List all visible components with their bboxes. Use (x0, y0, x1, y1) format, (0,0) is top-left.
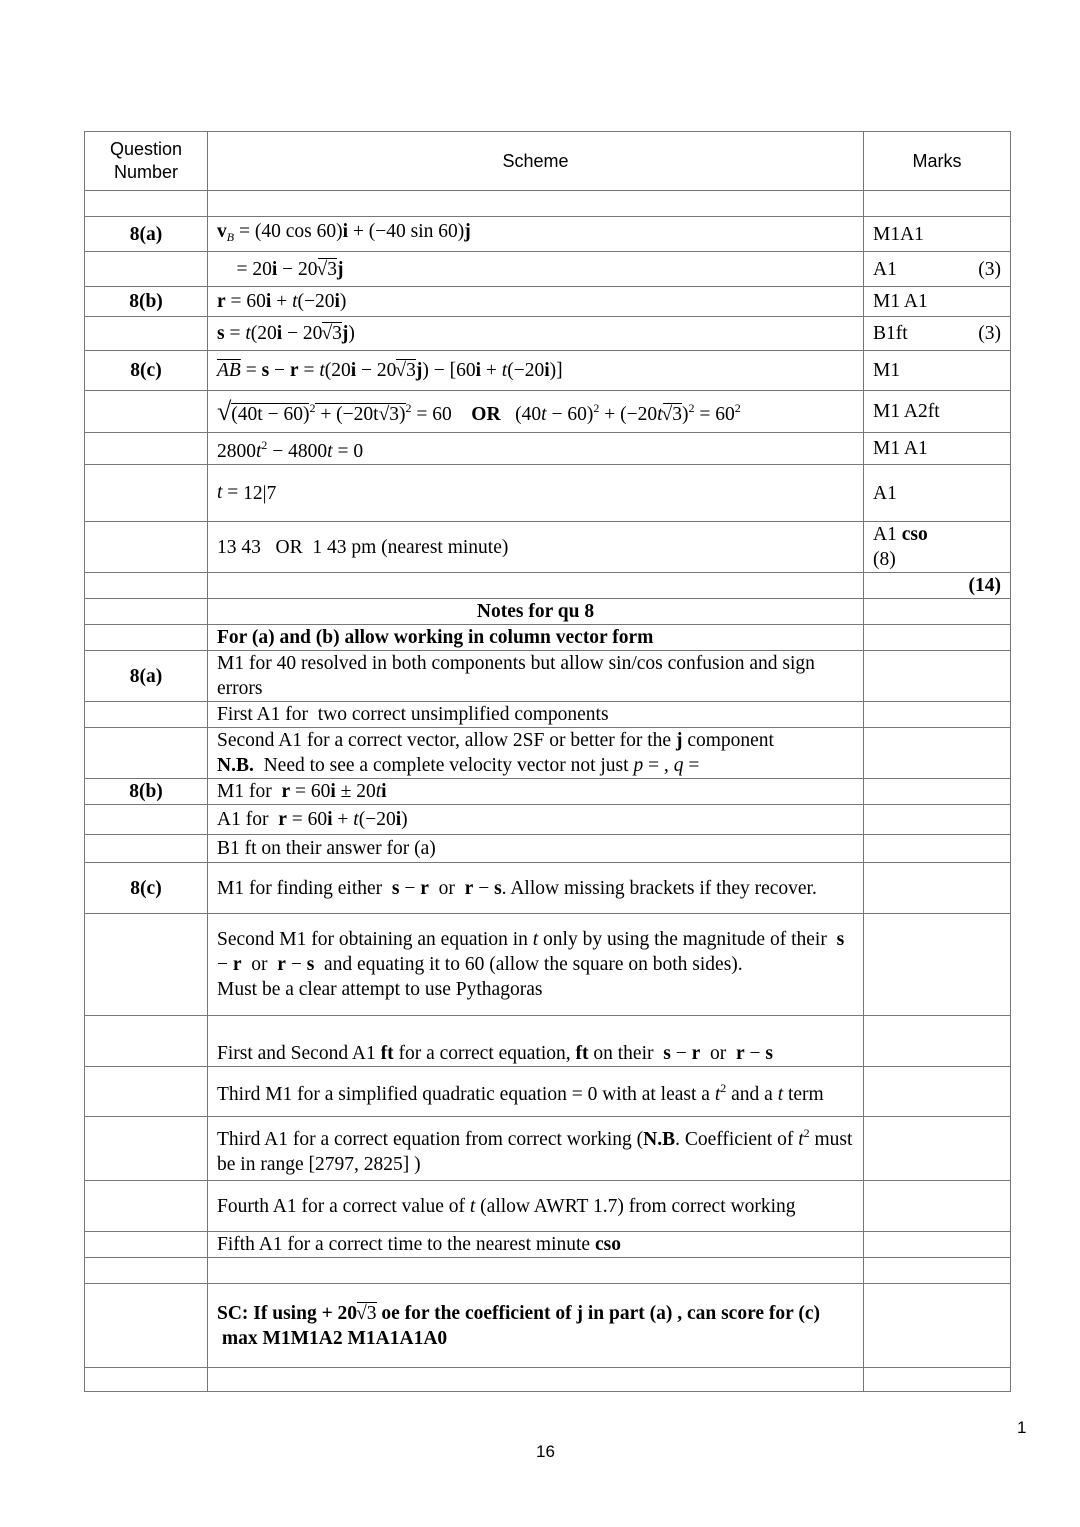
marks-cell (864, 863, 1011, 914)
scheme-text: = 60 (290, 781, 331, 802)
marks-cell (864, 835, 1011, 863)
scheme-text: i (342, 220, 348, 242)
marks-cell (864, 1181, 1011, 1232)
scheme-text: for a correct equation, (393, 1043, 576, 1064)
table-row (85, 1117, 1011, 1181)
marks-cell (864, 1232, 1011, 1258)
scheme-text: t (217, 481, 223, 503)
marks-text: M1 A1 (873, 291, 928, 312)
page-corner-number: 1 (1017, 1418, 1027, 1437)
scheme-text: 2 (720, 1081, 727, 1095)
marks-cell (864, 217, 1011, 252)
table-row (85, 252, 1011, 287)
scheme-text: + (271, 291, 293, 312)
scheme-text: = (683, 755, 700, 776)
scheme-text: (−20 (507, 360, 545, 381)
scheme-text: 2 (734, 401, 741, 415)
table-row (85, 317, 1011, 351)
scheme-cell (208, 728, 864, 779)
question-number (85, 1258, 208, 1284)
table-row (85, 1284, 1011, 1368)
scheme-text: 2 (803, 1125, 810, 1140)
scheme-text: v (217, 220, 227, 242)
question-number (85, 914, 208, 1016)
scheme-text: or (428, 877, 465, 899)
scheme-text: (20 (324, 360, 351, 381)
scheme-text: = 60 (286, 809, 328, 830)
scheme-text: component (682, 730, 774, 751)
scheme-text: (40 (500, 404, 542, 425)
marks-cell (864, 1117, 1011, 1181)
scheme-cell (208, 599, 864, 625)
header-question-number: Question Number (85, 132, 208, 191)
scheme-text: OR (471, 404, 501, 425)
question-number (85, 1284, 208, 1368)
table-row (85, 217, 1011, 252)
scheme-text: j (341, 323, 349, 344)
scheme-text: − 60) (546, 404, 594, 425)
scheme-cell (208, 625, 864, 651)
question-number (85, 1117, 208, 1181)
question-number (85, 599, 208, 625)
scheme-text: t (245, 323, 251, 344)
mark-scheme-table (84, 131, 1011, 1392)
header-marks: Marks (864, 132, 1011, 191)
scheme-cell (208, 651, 864, 702)
marks-cell (864, 287, 1011, 317)
question-number (85, 1067, 208, 1117)
scheme-text: j (337, 258, 344, 280)
scheme-text: or (241, 954, 278, 975)
scheme-text: √ 3 (322, 322, 341, 344)
scheme-text: M1 for finding either (217, 877, 392, 899)
scheme-text: √ 3 (357, 1302, 376, 1324)
scheme-text: s (836, 929, 845, 950)
scheme-text: M1 for 40 resolved in both components but allow sin/cos confusion and sign errors (217, 653, 820, 699)
question-number (85, 522, 208, 573)
question-number (85, 391, 208, 433)
scheme-text: r (736, 1043, 745, 1064)
scheme-text: i (381, 781, 387, 802)
scheme-text: Notes for qu 8 (476, 601, 595, 622)
marks-cell (864, 1258, 1011, 1284)
marks-cell (864, 191, 1011, 217)
scheme-text: j (464, 220, 471, 242)
question-number (85, 1232, 208, 1258)
marks-total: (14) (968, 575, 1001, 596)
scheme-cell (208, 1181, 864, 1232)
scheme-text: + (−40 sin 60) (348, 220, 465, 242)
scheme-text: Must be a clear attempt to use Pythagoras (217, 979, 543, 1000)
scheme-text: − 20 (356, 360, 397, 381)
marks-text: B1ft (873, 323, 908, 344)
question-number: 8(b) (85, 779, 208, 805)
scheme-text: t (327, 441, 333, 462)
scheme-text: = (222, 481, 244, 503)
marks-cell (864, 702, 1011, 728)
scheme-text: term (783, 1084, 824, 1105)
question-number: 8(a) (85, 217, 208, 252)
scheme-text: Second M1 for obtaining an equation in (217, 929, 533, 950)
scheme-text: (40t − 60) (231, 404, 310, 425)
scheme-text: − 20 (282, 323, 323, 344)
scheme-text: t (714, 1084, 721, 1105)
scheme-text: i (327, 809, 333, 830)
scheme-text: p (633, 755, 644, 776)
scheme-text: (20 (250, 323, 277, 344)
scheme-text: on their (588, 1043, 664, 1064)
scheme-text: + (−20 (599, 404, 658, 425)
question-number (85, 1368, 208, 1392)
scheme-text: − (399, 877, 421, 899)
scheme-text: s (306, 954, 315, 975)
scheme-text: r (217, 291, 226, 312)
scheme-text: = 60 (694, 404, 735, 425)
scheme-text: Third A1 for a correct equation from correct working ( (217, 1128, 644, 1150)
table-row (85, 651, 1011, 702)
scheme-text: only by using the magnitude of their (538, 929, 837, 950)
scheme-cell (208, 1016, 864, 1067)
scheme-text: t (777, 1084, 784, 1105)
scheme-text: r (277, 954, 286, 975)
question-number: 8(a) (85, 651, 208, 702)
scheme-text: − (670, 1043, 692, 1064)
question-number (85, 465, 208, 522)
question-number (85, 702, 208, 728)
header-row (85, 132, 1011, 191)
scheme-text: or (700, 1043, 736, 1064)
scheme-text: ± 20 (335, 781, 376, 802)
scheme-cell (208, 863, 864, 914)
scheme-text: ) − [60 (422, 360, 476, 381)
scheme-text: = , (643, 755, 674, 776)
scheme-text: B (226, 229, 235, 244)
question-number: 8(c) (85, 351, 208, 391)
scheme-text: A1 for (217, 809, 279, 830)
scheme-text: r (232, 954, 242, 975)
scheme-text: N.B (643, 1128, 676, 1150)
scheme-cell (208, 317, 864, 351)
scheme-text: $\overline{AB}$ (217, 360, 241, 381)
table-row (85, 625, 1011, 651)
scheme-text: = (224, 323, 246, 344)
scheme-text: j (675, 730, 683, 751)
scheme-text: = 60 (225, 291, 266, 312)
scheme-text: and a (726, 1084, 778, 1105)
scheme-text: s (765, 1043, 773, 1064)
scheme-text: (−20 (358, 809, 396, 830)
marks-cell (864, 1368, 1011, 1392)
marks-cell (864, 651, 1011, 702)
scheme-cell (208, 1368, 864, 1392)
scheme-text: j (415, 360, 423, 381)
scheme-text: 13 43 OR 1 43 pm (nearest minute) (217, 536, 509, 558)
question-number (85, 191, 208, 217)
scheme-text: r (420, 877, 429, 899)
scheme-text: 2 (405, 401, 412, 415)
table-row (85, 287, 1011, 317)
table-row (85, 1258, 1011, 1284)
scheme-text: − 4800 (267, 441, 328, 462)
question-number (85, 625, 208, 651)
scheme-text: i (350, 360, 357, 381)
marks-cell (864, 522, 1011, 573)
scheme-text: . Allow missing brackets if they recover. (501, 877, 817, 899)
scheme-text: t (375, 781, 382, 802)
scheme-text: and equating it to 60 (allow the square on both sides). (314, 954, 743, 975)
marks-cell (864, 1284, 1011, 1368)
scheme-text: s (663, 1043, 671, 1064)
scheme-text: 2 (309, 401, 316, 415)
question-number (85, 573, 208, 599)
table-row (85, 1016, 1011, 1067)
scheme-text: For (a) and (b) allow working in column vector form (217, 627, 654, 648)
scheme-text: First A1 for two correct unsimplified components (217, 704, 609, 725)
scheme-cell (208, 465, 864, 522)
scheme-text: = 20 (217, 258, 272, 280)
scheme-cell (208, 779, 864, 805)
scheme-text: t (256, 441, 262, 462)
marks-text: A1 cso (8) (873, 524, 928, 570)
scheme-text: ) (401, 809, 408, 830)
scheme-text: (−20 (297, 291, 335, 312)
question-number: 8(c) (85, 863, 208, 914)
scheme-text: i (330, 781, 336, 802)
marks-cell (864, 1016, 1011, 1067)
scheme-text: − (473, 877, 495, 899)
marks-text: M1A1 (873, 223, 924, 245)
scheme-text: i (475, 360, 482, 381)
scheme-text: √ 3 (396, 359, 415, 381)
scheme-text: s (217, 323, 225, 344)
marks-text: A1 (873, 258, 897, 280)
scheme-cell (208, 252, 864, 287)
scheme-text: (allow AWRT 1.7) from correct working (475, 1195, 796, 1217)
question-number (85, 835, 208, 863)
table-row (85, 779, 1011, 805)
scheme-cell (208, 351, 864, 391)
scheme-text: 2 (593, 401, 600, 415)
scheme-cell (208, 835, 864, 863)
scheme-text: First and Second A1 (217, 1043, 381, 1064)
marks-cell (864, 728, 1011, 779)
scheme-text: t (353, 809, 359, 830)
scheme-text: − (744, 1043, 766, 1064)
fraction: 12|7 (243, 483, 277, 505)
marks-cell (864, 1067, 1011, 1117)
scheme-text: Third M1 for a simplified quadratic equation = 0 with at least a (217, 1084, 715, 1105)
question-number (85, 1016, 208, 1067)
scheme-cell (208, 702, 864, 728)
scheme-cell (208, 1284, 864, 1368)
scheme-text: = (298, 360, 320, 381)
scheme-text: t (501, 360, 508, 381)
marks-cell (864, 465, 1011, 522)
scheme-text: Fifth A1 for a correct time to the nearest minute (217, 1234, 595, 1255)
scheme-text: − (285, 954, 307, 975)
scheme-text: t (798, 1128, 804, 1150)
header-scheme: Scheme (208, 132, 864, 191)
question-number (85, 728, 208, 779)
scheme-text: i (271, 258, 278, 280)
scheme-text: t (319, 360, 325, 381)
scheme-text: 2800 (217, 441, 256, 462)
scheme-text: + (−20t√3) (315, 404, 406, 425)
scheme-text: 2 (688, 401, 695, 415)
scheme-text: Second A1 for a correct vector, allow 2SF or better for the (217, 730, 676, 751)
scheme-text: ft (575, 1043, 589, 1064)
marks-cell (864, 252, 1011, 287)
scheme-text: r (691, 1043, 701, 1064)
scheme-cell (208, 1067, 864, 1117)
scheme-cell (208, 391, 864, 433)
scheme-text: r (289, 360, 299, 381)
scheme-text: cso (594, 1234, 621, 1255)
scheme-text: r (281, 781, 291, 802)
scheme-cell (208, 287, 864, 317)
scheme-cell (208, 433, 864, 465)
scheme-cell (208, 217, 864, 252)
scheme-text: . Coefficient of (675, 1128, 799, 1150)
table-row (85, 465, 1011, 522)
scheme-text: − (269, 360, 290, 381)
marks-cell (864, 805, 1011, 835)
scheme-text: )] (549, 360, 563, 381)
marks-cell (864, 625, 1011, 651)
scheme-text: √ (217, 397, 232, 426)
scheme-cell (208, 914, 864, 1016)
page-number: 16 (536, 1442, 555, 1461)
marks-cell (864, 573, 1011, 599)
scheme-text: must be in range [2797, 2825] ) (217, 1128, 858, 1175)
scheme-text: t (469, 1195, 476, 1217)
scheme-text: − 20 (277, 258, 318, 280)
marks-total: (3) (978, 258, 1001, 280)
scheme-text: r (278, 809, 287, 830)
marks-text: A1 (873, 482, 897, 504)
question-number (85, 1181, 208, 1232)
table-row (85, 702, 1011, 728)
scheme-text: SC: If using + 20 (217, 1302, 358, 1324)
scheme-text: s (391, 877, 400, 899)
scheme-text: = 60 (411, 404, 472, 425)
table-row (85, 728, 1011, 779)
table-row (85, 863, 1011, 914)
scheme-text: ) (339, 291, 347, 312)
table-row (85, 1368, 1011, 1392)
scheme-text: i (395, 809, 402, 830)
scheme-text: Fourth A1 for a correct value of (217, 1195, 470, 1217)
marks-cell (864, 599, 1011, 625)
scheme-text: 2 (261, 438, 268, 452)
scheme-text: N.B. (217, 755, 254, 776)
scheme-text: i (265, 291, 272, 312)
table-row (85, 433, 1011, 465)
scheme-text: √ 3 (318, 258, 337, 280)
question-number (85, 317, 208, 351)
question-number (85, 805, 208, 835)
table-row (85, 1181, 1011, 1232)
marks-cell (864, 433, 1011, 465)
scheme-text: ft (380, 1043, 394, 1064)
scheme-cell (208, 1232, 864, 1258)
marks-cell (864, 351, 1011, 391)
scheme-text: i (276, 323, 283, 344)
scheme-text: √ 3 (663, 403, 682, 425)
marks-text: M1 A1 (873, 438, 928, 459)
question-number (85, 433, 208, 465)
marks-text: M1 (873, 360, 901, 381)
scheme-text: i (544, 360, 550, 381)
marks-cell (864, 779, 1011, 805)
scheme-text: s (494, 877, 502, 899)
scheme-text: = (240, 360, 262, 381)
scheme-cell (208, 573, 864, 599)
table-row (85, 573, 1011, 599)
scheme-text: q (673, 755, 684, 776)
scheme-text: i (334, 291, 340, 312)
scheme-text: Need to see a complete velocity vector not just (253, 755, 634, 776)
scheme-text: t (292, 291, 298, 312)
table-row (85, 522, 1011, 573)
scheme-text: oe for the coefficient of j in part (a) , can score for (c) (376, 1302, 820, 1324)
scheme-text: s (261, 360, 270, 381)
question-number: 8(b) (85, 287, 208, 317)
scheme-text: t (541, 404, 547, 425)
scheme-cell (208, 1258, 864, 1284)
scheme-text: ) (348, 323, 355, 344)
marks-text: M1 A2ft (873, 401, 940, 422)
scheme-text: = 0 (332, 441, 364, 462)
scheme-cell (208, 1117, 864, 1181)
scheme-text: r (464, 877, 474, 899)
question-number (85, 252, 208, 287)
scheme-cell (208, 522, 864, 573)
scheme-text: B1 ft on their answer for (a) (217, 838, 436, 859)
table-row (85, 351, 1011, 391)
scheme-text: max M1M1A2 M1A1A1A0 (217, 1327, 448, 1349)
scheme-cell (208, 191, 864, 217)
scheme-text: = (40 cos 60) (234, 220, 343, 242)
scheme-text: + (332, 809, 354, 830)
table-row (85, 599, 1011, 625)
marks-total: (3) (978, 323, 1001, 344)
marks-cell (864, 317, 1011, 351)
marks-cell (864, 914, 1011, 1016)
table-row (85, 835, 1011, 863)
scheme-text: ) (681, 404, 689, 425)
table-row (85, 1067, 1011, 1117)
table-row (85, 391, 1011, 433)
scheme-cell (208, 805, 864, 835)
table-row (85, 1232, 1011, 1258)
scheme-text: − (217, 929, 850, 975)
table-row (85, 805, 1011, 835)
scheme-text: t (532, 929, 539, 950)
scheme-text: t (657, 404, 663, 425)
table-row (85, 914, 1011, 1016)
scheme-text: M1 for (217, 781, 282, 802)
table-row (85, 191, 1011, 217)
scheme-text: + (481, 360, 502, 381)
marks-cell (864, 391, 1011, 433)
